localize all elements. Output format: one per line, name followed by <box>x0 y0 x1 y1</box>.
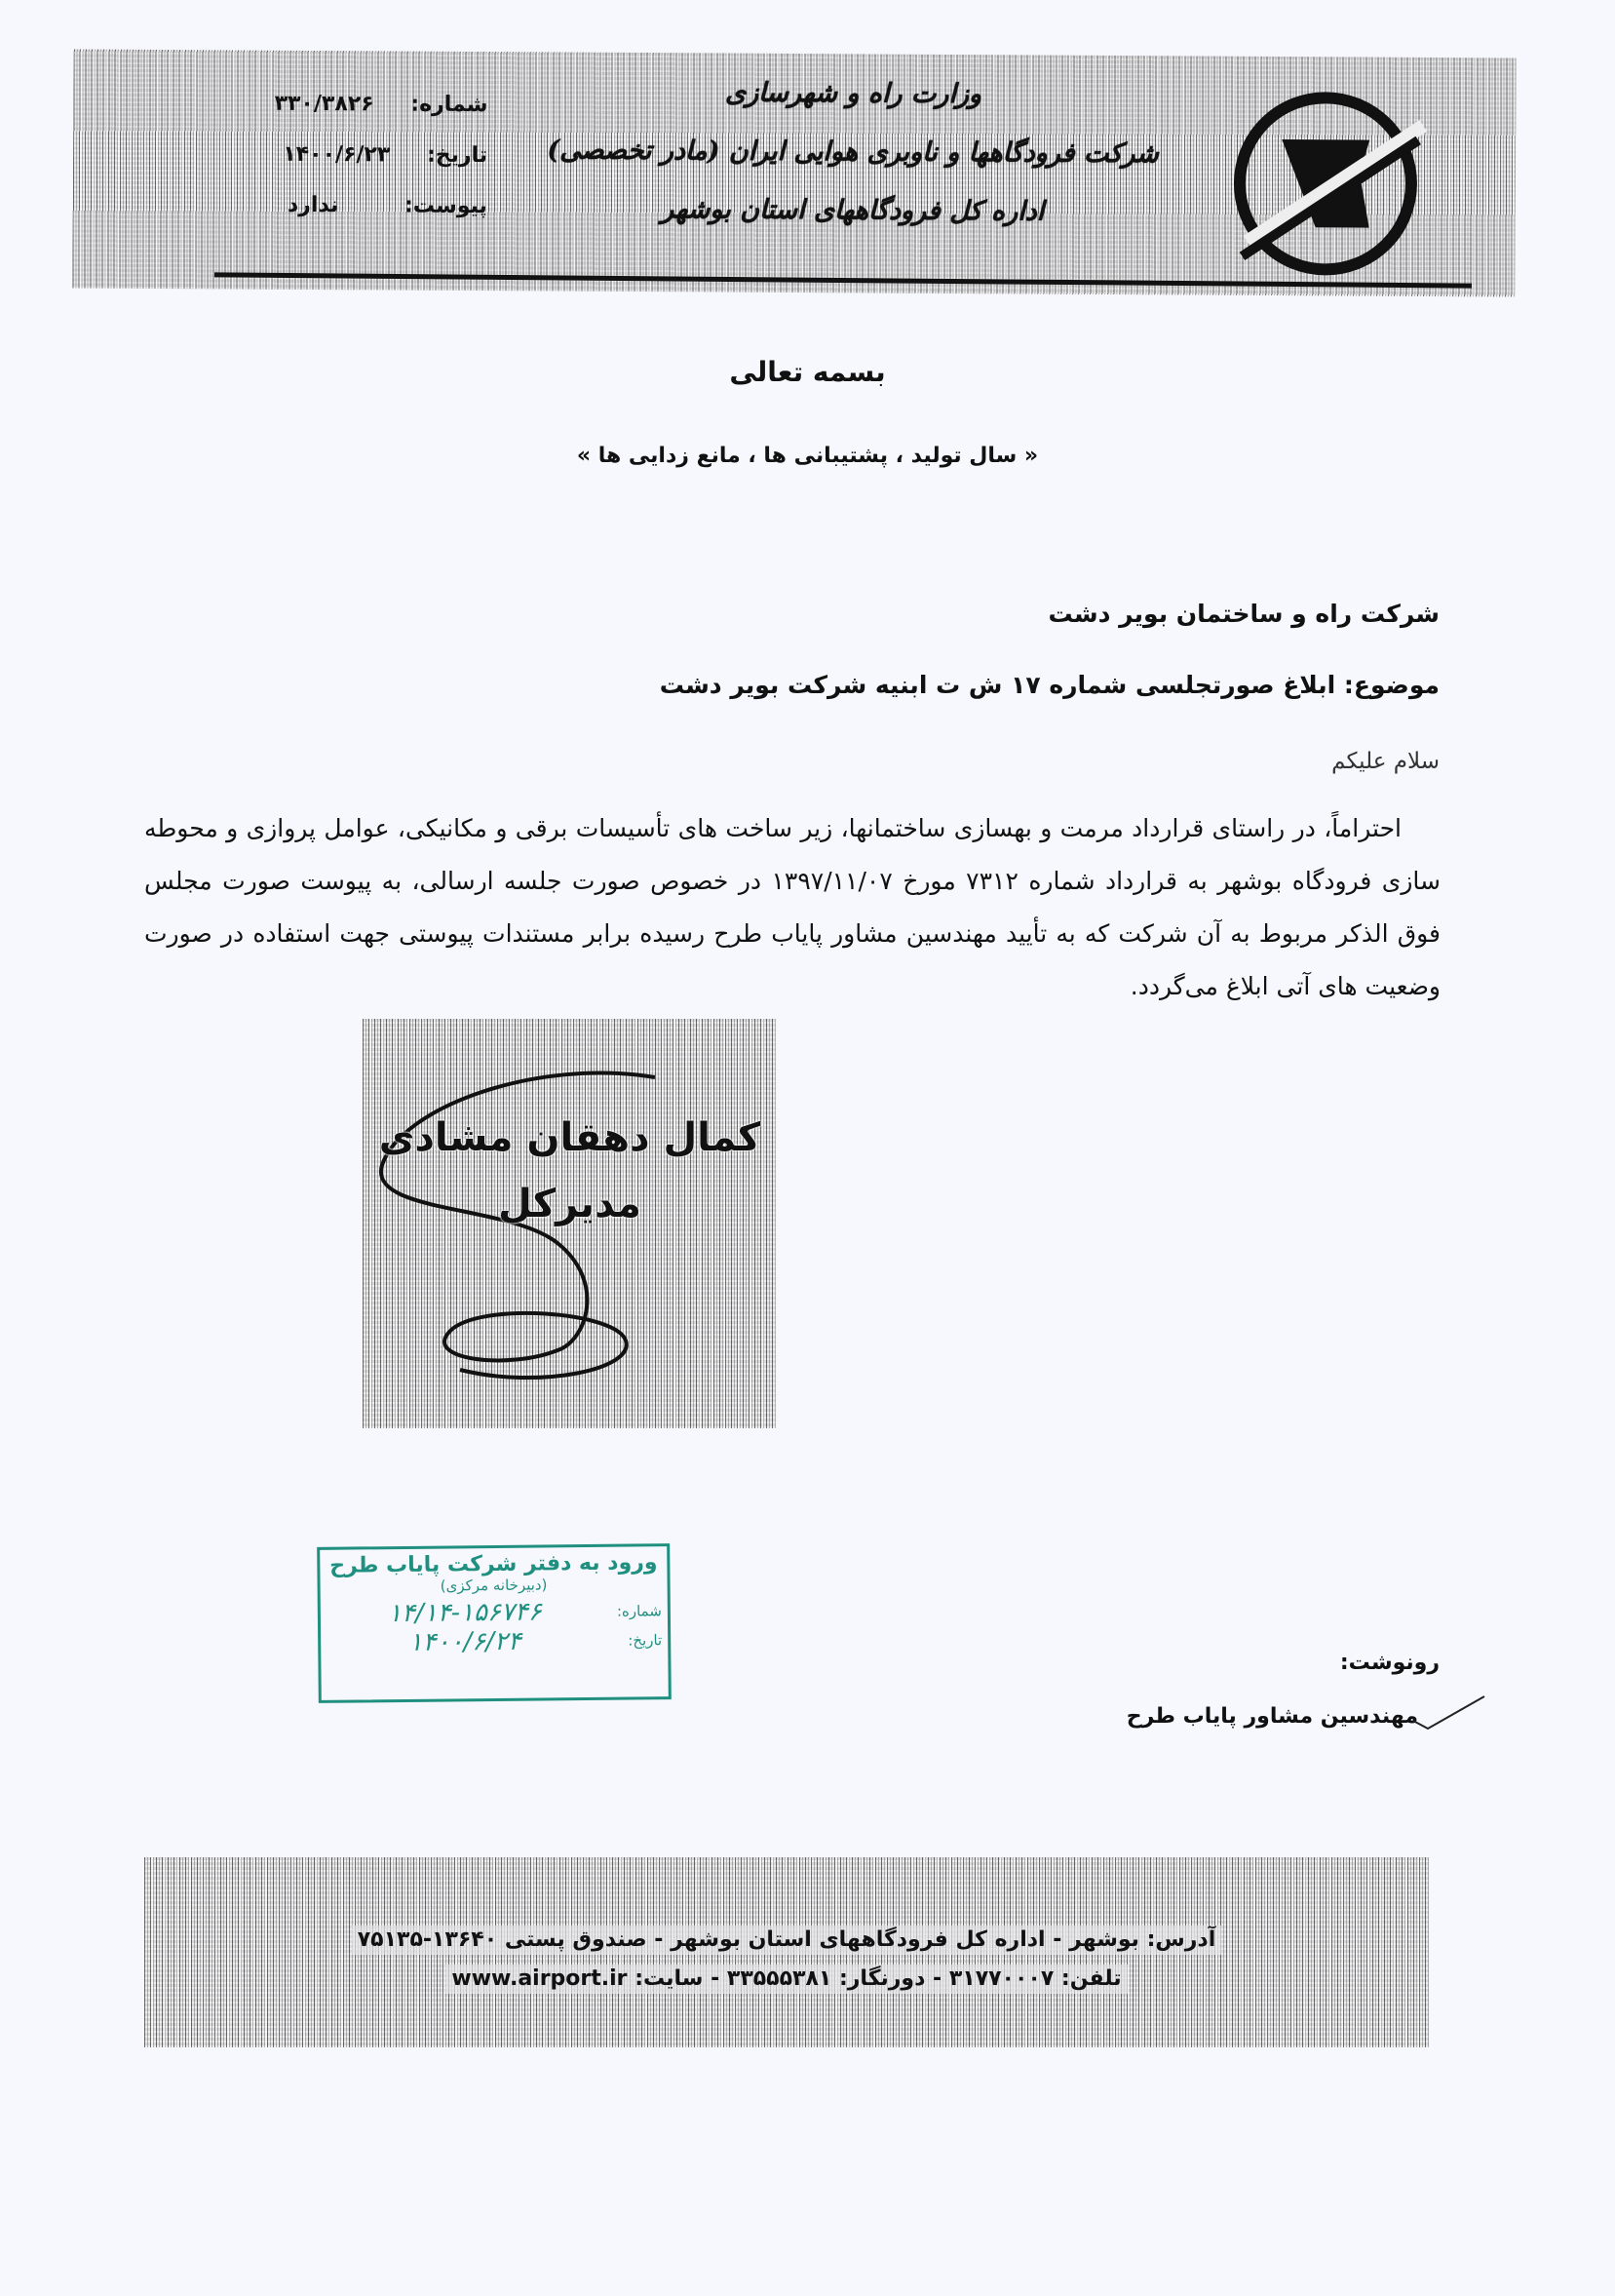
stamp-title: ورود به دفتر شرکت پایاب طرح <box>329 1550 658 1578</box>
letter-meta <box>166 89 488 221</box>
letterhead-titles <box>512 73 1195 231</box>
footer-address: آدرس: بوشهر - اداره کل فرودگاههای استان بوشهر - صندوق پستی ۱۳۶۴۰-۷۵۱۳۵ <box>352 1926 1222 1955</box>
checkmark-icon <box>1408 1692 1486 1731</box>
letter-number <box>166 89 487 120</box>
greeting: سلام علیکم <box>1331 749 1440 774</box>
cc-recipient: مهندسین مشاور پایاب طرح <box>1126 1704 1418 1729</box>
letter-number-label: شماره: <box>410 92 488 118</box>
airports-company-logo-icon <box>1222 81 1428 287</box>
stamp-date-value: ۱۴۰۰/۶/۲۴ <box>408 1626 521 1657</box>
signatory-name: کمال دهقان مشادی <box>378 1115 761 1160</box>
invocation: بسمه تعالی <box>729 356 886 388</box>
stamp-number-label: شماره: <box>616 1602 662 1620</box>
letter-date <box>166 139 487 171</box>
letterhead-header <box>72 49 1516 296</box>
letter-number-value: ۳۳۰/۳۸۲۶ <box>274 91 374 117</box>
letter-attachment-label: پیوست: <box>404 193 487 219</box>
letter-attachment-value: ندارد <box>287 192 339 218</box>
letter-attachment <box>166 190 487 221</box>
recipient: شرکت راه و ساختمان بویر دشت <box>1048 600 1440 628</box>
signatory <box>363 1111 777 1230</box>
letter-body: احتراماً، در راستای قرارداد مرمت و بهسازی ساختمانها، زیر ساخت های تأسیسات برقی و مکانیکی، عوامل پروازی و محوطه سازی فرودگاه بوشهر به قرارداد شماره ۷۳۱۲ مورخ ۱۳۹۷/۱۱/۰۷ در خصوص صورت جلسه ارسالی، به پیوست صورت مجلس فوق الذکر مربوط به آن شرکت که به تأیید مهندسین مشاور پایاب طرح رسیده برابر مستندات پیوستی جهت استفاده در صورت وضعیت های آتی ابلاغ می‌گردد. <box>144 814 1441 1000</box>
subject-line: موضوع: ابلاغ صورتجلسی شماره ۱۷ ش ت ابنیه شرکت بویر دشت <box>659 671 1440 699</box>
company-title: شرکت فرودگاهها و ناوبری هوایی ایران (مادر تخصصی) <box>547 135 1159 170</box>
incoming-stamp <box>317 1543 672 1703</box>
year-slogan: « سال تولید ، پشتیبانی ها ، مانع زدایی ها » <box>576 444 1039 468</box>
ministry-title: وزارت راه و شهرسازی <box>724 77 982 110</box>
letter-date-value: ۱۴۰۰/۶/۲۳ <box>283 141 391 168</box>
signatory-title: مدیرکل <box>498 1182 641 1226</box>
letter-date-label: تاریخ: <box>426 142 488 169</box>
cc-label: رونوشت: <box>1339 1651 1440 1675</box>
footer-lines <box>290 1926 1283 1994</box>
letterhead-footer <box>144 1857 1429 2047</box>
signature-block <box>363 1019 777 1428</box>
footer-contact: تلفن: ۳۱۷۷۰۰۰۷ - دورنگار: ۳۳۵۵۵۳۸۱ - سایت: www.airport.ir <box>445 1965 1127 1994</box>
office-title: اداره کل فرودگاههای استان بوشهر <box>661 194 1045 227</box>
stamp-subtitle: (دبیرخانه مرکزی) <box>440 1576 548 1595</box>
stamp-date-label: تاریخ: <box>628 1631 663 1650</box>
stamp-number-value: ۱۴/۱۴-۱۵۶۷۴۶ <box>387 1597 542 1629</box>
